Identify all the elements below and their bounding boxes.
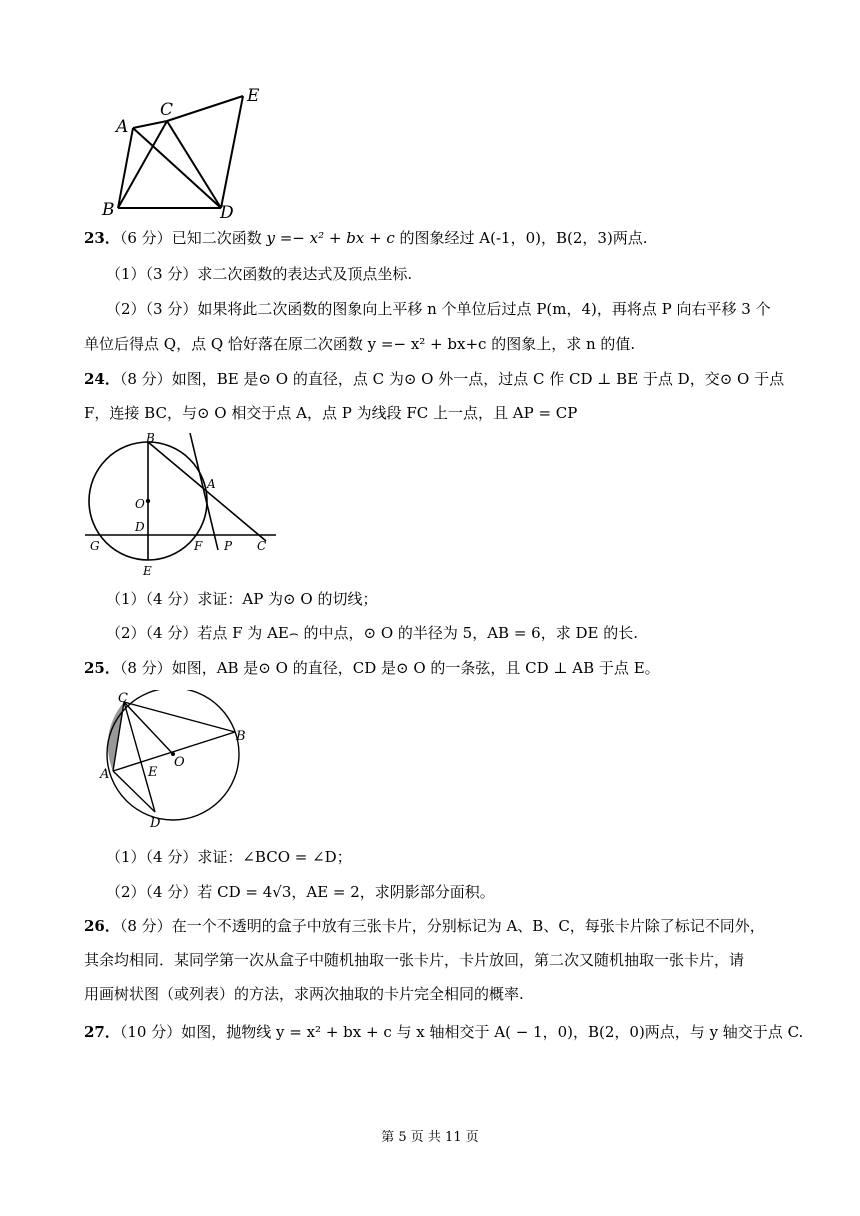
label-a: A <box>100 767 110 782</box>
label-c: C <box>160 100 174 120</box>
label-a: A <box>116 117 129 137</box>
q23-part1: （1）（3 分）求二次函数的表达式及顶点坐标. <box>106 265 413 283</box>
q23-points: （6 分） <box>119 229 172 247</box>
segment-ed <box>221 96 243 208</box>
q26-points: （8 分） <box>119 917 172 935</box>
segment-bc <box>148 442 266 541</box>
label-b: B <box>236 729 246 744</box>
label-b: B <box>146 431 155 445</box>
label-o: O <box>135 497 145 511</box>
q23-text-a: 已知二次函数 <box>171 229 267 247</box>
q23-stem <box>84 228 648 248</box>
label-d: D <box>135 520 145 534</box>
q24-stem-line1 <box>84 369 784 389</box>
q26-stem-line2: 其余均相同．某同学第一次从盒子中随机抽取一张卡片，卡片放回，第二次又随机抽取一张卡片，请 <box>84 951 745 969</box>
q26-text-line1: 在一个不透明的盒子中放有三张卡片，分别标记为 A、B、C，每张卡片除了标记不同外， <box>171 917 765 935</box>
q25-number: 25． <box>84 659 120 677</box>
tangent-ap <box>190 433 218 550</box>
q23-formula: y =− x² + bx + c <box>266 229 395 247</box>
label-a: A <box>207 477 216 491</box>
q23-part2-line1: （2）（3 分）如果将此二次函数的图象向上平移 n 个单位后过点 P(m，4)，再将点 P 向右平移 3 个 <box>106 300 771 318</box>
segment-ac <box>133 121 167 128</box>
q26-stem-line3: 用画树状图（或列表）的方法，求两次抽取的卡片完全相同的概率. <box>84 985 524 1003</box>
q25-stem <box>84 658 660 678</box>
q24-number: 24． <box>84 370 120 388</box>
label-p: P <box>224 539 233 553</box>
q23-part2-line2: 单位后得点 Q，点 Q 恰好落在原二次函数 y =− x² + bx+c 的图象上，求 n 的值. <box>84 335 636 353</box>
q25-part1: （1）（4 分）求证：∠BCO = ∠D； <box>106 848 352 866</box>
figure-quadrilateral <box>96 84 276 224</box>
q27-stem <box>84 1022 803 1042</box>
label-e: E <box>143 564 152 578</box>
segment-ce <box>167 96 243 121</box>
center-o-dot <box>146 499 150 503</box>
label-f: F <box>194 539 203 553</box>
page-footer: 第 5 页 共 11 页 <box>381 1130 479 1145</box>
segment-ad <box>133 128 221 208</box>
segment-cd <box>167 121 221 208</box>
label-d: D <box>220 203 234 223</box>
q24-stem-line2: F，连接 BC，与⊙ O 相交于点 A，点 P 为线段 FC 上一点，且 AP = CP <box>84 404 578 422</box>
label-d: D <box>150 816 161 830</box>
figure-circle-tangent <box>80 428 290 580</box>
q24-points: （8 分） <box>119 370 172 388</box>
label-e: E <box>148 765 158 780</box>
q27-text-line1: 如图，抛物线 y = x² + bx + c 与 x 轴相交于 A( − 1，0)，B(2，0)两点，与 y 轴交于点 C. <box>181 1023 804 1041</box>
q26-stem-line1 <box>84 916 765 936</box>
q25-part2: （2）（4 分）若 CD = 4√3，AE = 2，求阴影部分面积。 <box>106 883 495 901</box>
q27-number: 27． <box>84 1023 120 1041</box>
q26-number: 26． <box>84 917 120 935</box>
label-c: C <box>118 691 128 706</box>
q25-points: （8 分） <box>119 659 172 677</box>
q23-text-b: 的图象经过 A(-1，0)，B(2，3)两点. <box>394 229 648 247</box>
label-b: B <box>102 200 115 220</box>
q27-points: （10 分） <box>119 1023 182 1041</box>
q24-text-line1: 如图，BE 是⊙ O 的直径，点 C 为⊙ O 外一点，过点 C 作 CD ⊥ BE 于点 D，交⊙ O 于点 <box>171 370 785 388</box>
figure-circle-shaded <box>96 690 256 830</box>
label-c: C <box>257 539 267 553</box>
label-g: G <box>90 539 100 553</box>
q24-part2: （2）（4 分）若点 F 为 AE⌢ 的中点，⊙ O 的半径为 5，AB = 6，求 DE 的长. <box>106 624 638 642</box>
label-e: E <box>247 86 260 106</box>
q25-text-line1: 如图，AB 是⊙ O 的直径，CD 是⊙ O 的一条弦，且 CD ⊥ AB 于点 E。 <box>171 659 660 677</box>
label-o: O <box>174 755 185 770</box>
q24-part1: （1）（4 分）求证：AP 为⊙ O 的切线； <box>106 590 378 608</box>
q23-number: 23． <box>84 229 120 247</box>
